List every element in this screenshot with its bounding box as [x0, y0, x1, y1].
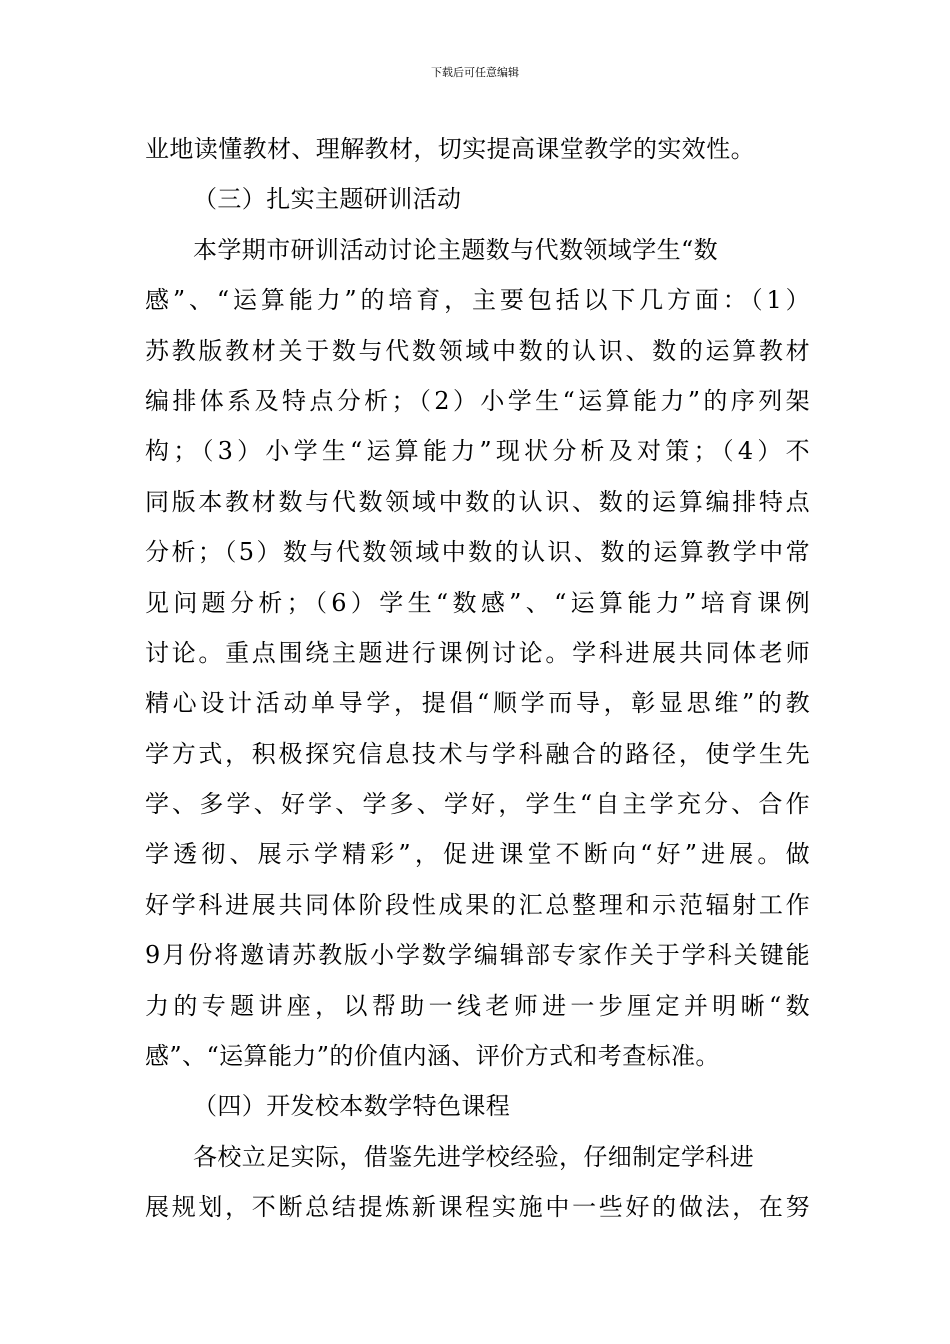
text-line-4: 感”、“运算能力”的培育，主要包括以下几方面：（1）	[145, 286, 810, 315]
text-line-13: 学方式，积极探究信息技术与学科融合的路径，使学生先	[145, 739, 810, 768]
text-line-22: 展规划，不断总结提炼新课程实施中一些好的做法，在努	[145, 1193, 810, 1222]
text-line-15: 学透彻、展示学精彩”，促进课堂不断向“好”进展。做	[145, 840, 810, 869]
text-line-9: 分析；（5）数与代数领域中数的认识、数的运算教学中常	[145, 538, 810, 567]
text-line-7: 构；（3）小学生“运算能力”现状分析及对策；（4）不	[145, 437, 810, 466]
text-line-17: 9月份将邀请苏教版小学数学编辑部专家作关于学科关键能	[145, 941, 810, 970]
text-line-8: 同版本教材数与代数领域中数的认识、数的运算编排特点	[145, 487, 810, 516]
text-line-12: 精心设计活动单导学，提倡“顺学而导，彰显思维”的教	[145, 689, 810, 718]
page-header: 下载后可任意编辑	[431, 66, 519, 79]
text-line-6: 编排体系及特点分析；（2）小学生“运算能力”的序列架	[145, 386, 810, 415]
text-line-11: 讨论。重点围绕主题进行课例讨论。学科进展共同体老师	[145, 638, 810, 667]
text-line-18: 力的专题讲座，以帮助一线老师进一步厘定并明晰“数	[145, 991, 810, 1020]
text-line-16: 好学科进展共同体阶段性成果的汇总整理和示范辐射工作	[145, 890, 810, 919]
paragraph-start-4: 各校立足实际，借鉴先进学校经验，仔细制定学科进	[193, 1142, 755, 1171]
section-heading-4: （四）开发校本数学特色课程	[193, 1092, 511, 1121]
section-heading-3: （三）扎实主题研训活动	[193, 185, 462, 214]
paragraph-start-3: 本学期市研训活动讨论主题数与代数领域学生“数	[193, 235, 719, 264]
text-line-1: 业地读懂教材、理解教材，切实提高课堂教学的实效性。	[145, 135, 755, 163]
document-body	[145, 124, 810, 1233]
text-line-10: 见问题分析；（6）学生“数感”、“运算能力”培育课例	[145, 588, 810, 617]
text-line-5: 苏教版教材关于数与代数领域中数的认识、数的运算教材	[145, 336, 810, 365]
text-line-14: 学、多学、好学、学多、学好，学生“自主学充分、合作	[145, 790, 810, 819]
text-line-19: 感”、“运算能力”的价值内涵、评价方式和考查标准。	[145, 1042, 720, 1071]
